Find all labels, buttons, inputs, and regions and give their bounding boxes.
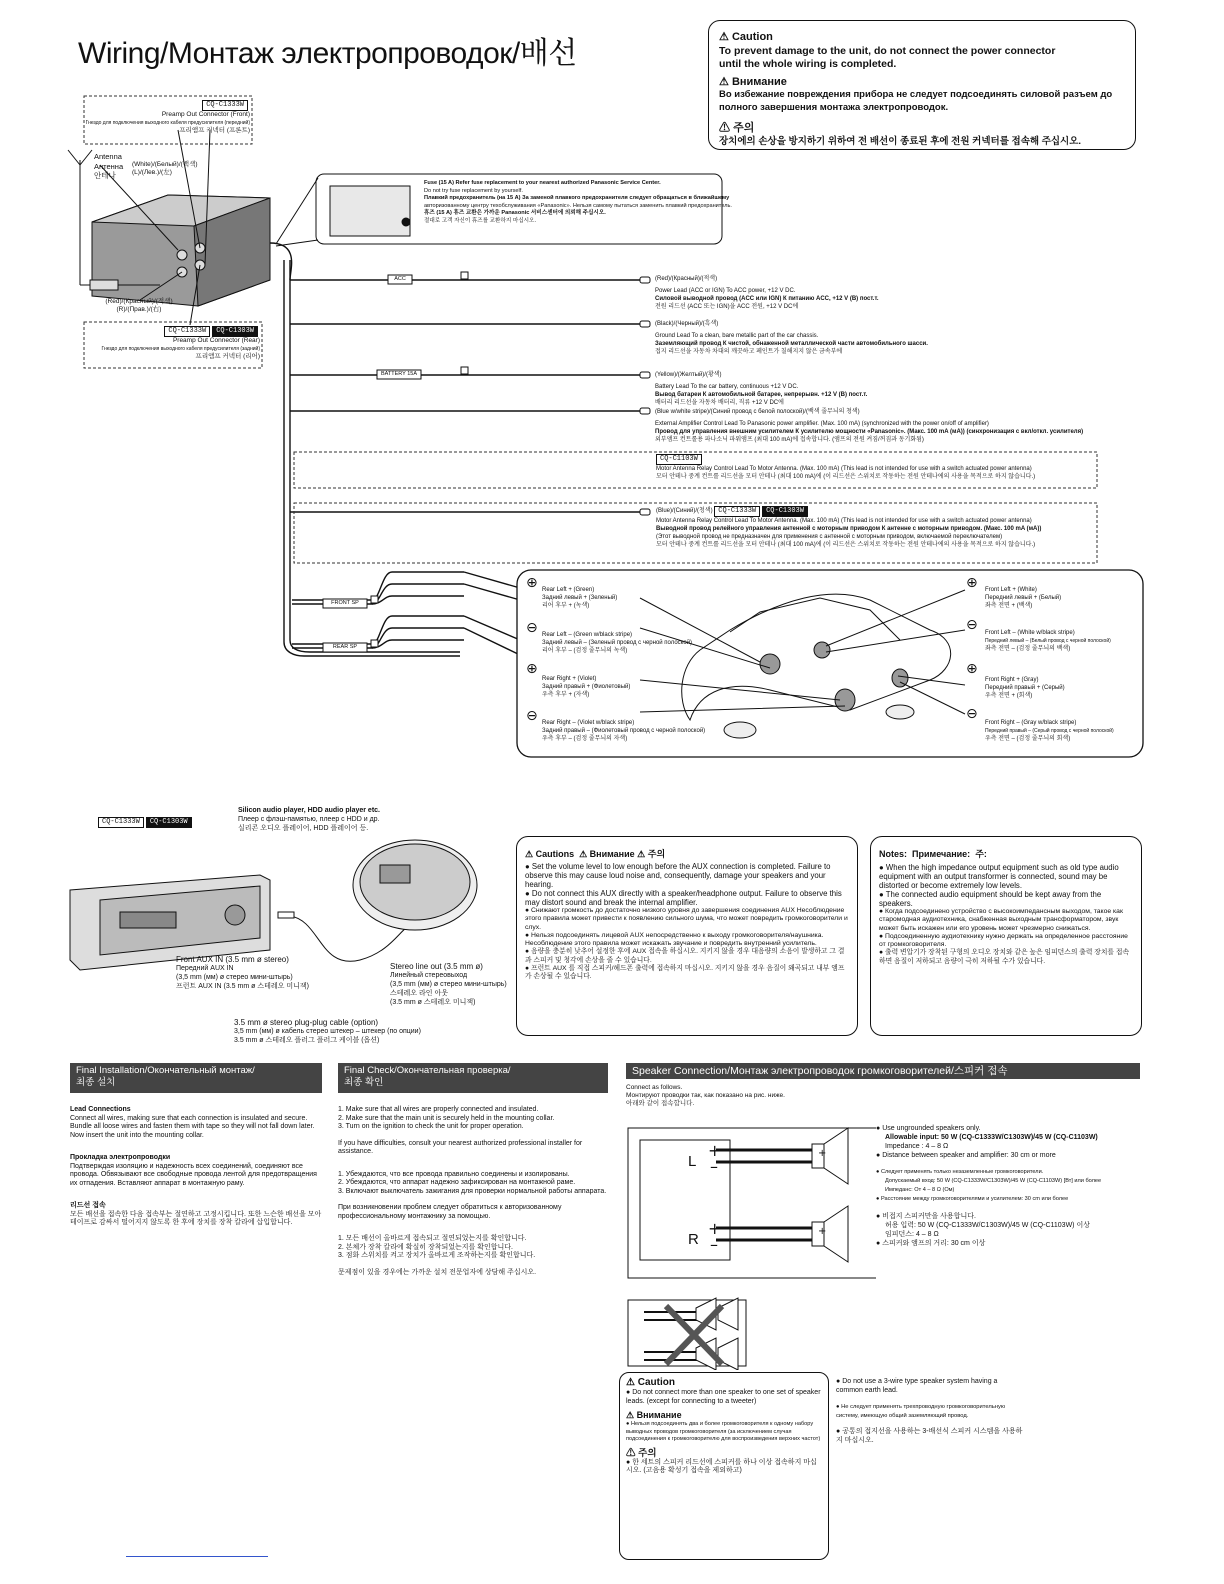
cautions-ko-head: 주의 (647, 849, 666, 859)
model-tag: CQ-C1333W (202, 100, 248, 111)
rr-minus-en: Rear Right – (Violet w/black stripe) (542, 720, 635, 726)
c1103-2: 모터 안테나 중계 컨트롤 리드선을 모터 안테나 (최대 100 mA)에 (이 리드선은 스위치로 작동하는 전원 안테나에의 사용을 목적으로 하지 않습니다.) (656, 474, 1036, 480)
line-out-ru1: Линейный стереовыход (390, 972, 468, 979)
caution-ru-text1: Во избежание повреждения прибора не следует подсоединять силовой разъем до (719, 89, 1113, 100)
rl-plus-ru: Задний левый + (Зеленый) (542, 595, 618, 601)
cb-en: ● Do not connect more than one speaker to one set of speaker leads. (except for connecting to a tweeter) (626, 1389, 822, 1406)
red-head: (Red)/(Красный)/(적색) (655, 276, 718, 282)
cb-ko-head: 주의 (638, 1447, 657, 1459)
fl-plus-en: Front Left + (White) (985, 587, 1037, 593)
rr-plus-en: Rear Right + (Violet) (542, 676, 597, 682)
front-sp-tag: FRONT SP (331, 600, 359, 606)
yellow-2: Вывод батареи К автомобильной батарее, непрерывн. +12 V (В) пост.т. (655, 392, 868, 398)
sc-ru3: Импеданс: От 4 – 8 Ω (Ом) (885, 1187, 955, 1193)
caution-en-head: Caution (731, 31, 773, 43)
caution-ko-text: 장치에의 손상을 방지하기 위하여 전 배선이 종료된 후에 전원 커넥터를 접속해 주십시오. (719, 136, 1082, 147)
fr-minus-ko: 우측 전면 – (검정 줄무늬의 회색) (985, 736, 1071, 742)
bluew-2: Провод для управления внешним усилителем К усилителю мощности «Panasonic». (Макс. 100 mA (мА)) (синхронизация с вкл/откл. усилителя) (655, 429, 1084, 435)
check-ko1: 1. 모든 배선이 올바르게 접속되고 절연되었는지를 확인합니다. (338, 1235, 527, 1242)
sc-en2: Allowable input: 50 W (CQ-C1333W/C1303W)/45 W (CQ-C1103W) (885, 1134, 1098, 1141)
cautions-ru1: ● Снижают громкость до достаточно низкого уровня до завершения соединения AUX Несоблюдение этого правила может привести к появлению сильного шума, что может повредить громкоговорители и слух. (525, 907, 849, 932)
sc-intro2: Монтируют проводки так, как показано на рис. ниже. (626, 1092, 785, 1099)
warning-icon: ⚠ (719, 31, 729, 43)
bluew-3: 외부앰프 컨트롤용 파나소닉 파워앰프 (최대 100 mA)에 접속합니다. (앰프의 전원 켜짐/꺼짐과 동기화됨) (655, 437, 924, 443)
cb-ru: ● Нельзя подсоединять два и более громкоговорителя к одному набору выводных проводов громкоговорителя (за исключением случая подсоединения к громкоговорителю для воспроизведения верхних частот) (626, 1421, 822, 1444)
fuse-l3: Плавкий предохранитель (на 15 А) За заменой плавкого предохранителя следует обращаться в ближайшему (424, 195, 730, 202)
lead-conn-ru: Подтверждая изоляцию и надежность всех соединений, соединяют все провода. Обвязывают все свободные провода лентой для предотвращения их отпадения. Вставляют аппарат в монтажную раму. (70, 1162, 317, 1187)
white-sub: (L)/(Лев.)/(左) (132, 169, 172, 176)
cautions-en-head: Cautions (535, 849, 575, 859)
cb-en-head: Caution (637, 1377, 675, 1388)
bluew-head: (Blue w/white stripe)/(Синий провод с белой полоской)/(백색 줄무늬의 청색) (655, 409, 860, 415)
svg-text:⊕: ⊕ (526, 575, 538, 591)
line-out-ko2: (3.5 mm ø 스테레오 미니잭) (390, 999, 476, 1006)
model-tag: CQ-C1333W (714, 506, 760, 517)
preamp-rear-en: Preamp Out Connector (Rear) (172, 337, 260, 344)
blue-2: Выводной провод релейного управления антенной с моторным приводом К антенне с моторным приводом. (Макс. 100 mA (мА)) (656, 526, 1042, 532)
model-tag: CQ-C1333W (98, 817, 144, 828)
page-title: Wiring/Монтаж электропроводок/배선 (78, 37, 577, 70)
lead-conn-ko: 모든 배선을 접속한 다음 접속부는 절연하고 고정시킵니다. 또한 느슨한 배선을 모아 테이프로 감싸서 떨어지지 않도록 한 후에 장치를 장착 칼라에 삽입합니다. (70, 1210, 322, 1226)
rl-minus-en: Rear Left – (Green w/black stripe) (542, 632, 633, 638)
fuse-l2: Do not try fuse replacement by yourself. (424, 187, 523, 194)
cable-en: 3.5 mm ø stereo plug-plug cable (option) (234, 1018, 379, 1027)
blue-4: 모터 안테나 중계 컨트롤 리드선을 모터 안테나 (최대 100 mA)에 (이 리드선은 스위치로 작동하는 전원 안테나에의 사용을 목적으로 하지 않습니다.) (656, 542, 1036, 548)
warning-icon: ⚠ (626, 1410, 635, 1420)
notes-box (870, 836, 1142, 1036)
check-ru2: 2. Убеждаются, что аппарат надежно зафиксирован на монтажной раме. (338, 1179, 576, 1186)
sc-en1: ● Use ungrounded speakers only. (876, 1124, 1101, 1133)
preamp-rear-ru: Гнездо для подключения выходного кабеля предусилителя (задний) (101, 346, 260, 352)
cautions-ko1: ● 음량을 충분히 낮추어 설정한 후에 AUX 접속을 하십시오. 지키지 않을 경우 대음량의 소음이 발생하고 그 결과 스피커 및 청각에 손상을 줄 수 있습니다. (525, 948, 849, 965)
svg-text:⊕: ⊕ (966, 575, 978, 591)
notes-en-head: Notes: (879, 849, 908, 859)
cb-ko: ● 한 세트의 스피커 리드선에 스피커를 하나 이상 접속하지 마십시오. (고음용 확성기 접속을 제외하고) (626, 1459, 822, 1476)
rl-minus-ko: 리어 후부 – (검정 줄무늬의 녹색) (542, 648, 628, 654)
check-en3: 3. Turn on the ignition to check the unit for proper operation. (338, 1123, 524, 1130)
sc-ko3: 임피던스: 4 – 8 Ω (885, 1231, 939, 1238)
svg-text:+: + (708, 1141, 722, 1160)
fr-minus-ru: Передний правый – (Серый провод с черной полоской) (985, 728, 1114, 734)
final-check-title: Final Check/Окончательная проверка/ (344, 1065, 511, 1076)
final-check-bar (338, 1063, 608, 1093)
black-3: 접지 리드선을 자동차 차대의 깨끗하고 페인트가 칠해지지 않은 금속부에 (655, 349, 843, 355)
cautions-ru2: ● Нельзя подсоединять лицевой AUX непосредственно к выходу громкоговорителя/наушника. Несоблюдение этого правила может искажать звучание и повредить внутренний усилитель. (525, 932, 849, 949)
acc-tag: ACC (394, 276, 406, 282)
notes-ru1: ● Когда подсоединено устройство с высокоимпедансным выходом, такое как старомодная аудиотехника, снабженная выходным трансформатором, звук может быть искажен или его уровень может чрезмерно снижаться. (879, 908, 1133, 933)
notes-ko1: ● 출력 변압기가 장착된 구형의 오디오 장치와 같은 높은 임피던스의 출력 장치를 접속하면 음질이 저하되고 음량이 극히 저하될 수가 있습니다. (879, 949, 1133, 966)
preamp-rear-ko: 프리앰프 커넥터 (리어) (195, 353, 260, 360)
blue-1: Motor Antenna Relay Control Lead To Motor Antenna. (Max. 100 mA) (This lead is not intended for use with a switch actuated power antenna) (656, 518, 1032, 524)
blue-3: (Этот выводной провод не предназначен для применения с антенной с моторным приводом, включаемой переключателем) (656, 534, 1003, 540)
battery-tag: BATTERY 15A (380, 371, 418, 377)
cable-ru: 3,5 mm (мм) ø кабель стерео штекер – штекер (по опции) (234, 1028, 421, 1035)
bluew-1: External Amplifier Control Lead To Panasonic power amplifier. (Max. 100 mA) (synchronized with the power on/off of amplifier) (655, 421, 989, 427)
cautions-en1: ● Set the volume level to low enough before the AUX connection is completed. Failure to observe this may cause loud noise and, consequently, damage your speakers and your hearing. (525, 862, 849, 889)
rr-minus-ru: Задний правый – (Фиолетовый провод с черной полоской) (542, 728, 706, 734)
fr-plus-en: Front Right + (Gray) (985, 677, 1039, 683)
caution-bottom-box (619, 1372, 829, 1560)
notes-ko-head: 주: (975, 849, 987, 859)
model-tag: CQ-C1103W (656, 454, 702, 465)
red-1: Power Lead (ACC or IGN) To ACC power, +12 V DC. (655, 288, 796, 294)
model-tag: CQ-C1303W (146, 817, 192, 828)
black-head: (Black)/(Черный)/(흑색) (655, 321, 719, 327)
black-1: Ground Lead To a clean, bare metallic part of the car chassis. (655, 333, 819, 339)
preamp-front-ko: 프리앰프 커넥터 (프론트) (179, 127, 250, 134)
fl-minus-ru: Передний левый – (Белый провод с черной полоской) (985, 638, 1111, 644)
head-unit-drawing (92, 195, 270, 306)
red-sub: (R)/(Прав.)/(右) (116, 306, 162, 313)
lead-conn-ko-head: 리드선 접속 (70, 1202, 106, 1209)
sc-ko2: 허용 입력: 50 W (CQ-C1333W/C1303W)/45 W (CQ-C1103W) 이상 (885, 1222, 1090, 1229)
player-ko: 실리콘 오디오 플레이어, HDD 플레이어 등. (238, 825, 369, 832)
svg-text:+: + (818, 1148, 827, 1159)
rl-plus-ko: 리어 후부 + (녹색) (542, 603, 590, 609)
cautions-ru-head: Внимание (589, 849, 635, 859)
check-en4: If you have difficulties, consult your nearest authorized professional installer for assistance. (338, 1139, 583, 1155)
sc-ru4: ● Расстояние между громкоговорителями и усилителем: 30 cm или более (876, 1195, 1101, 1204)
speaker-conn-bar: Speaker Connection/Монтаж электропроводок громкоговорителей/스피커 접속 (626, 1063, 1140, 1079)
check-en1: 1. Make sure that all wires are properly connected and insulated. (338, 1106, 539, 1113)
rl-minus-ru: Задний левый – (Зеленый провод с черной полоской) (542, 640, 693, 646)
fr-plus-ko: 우측 전면 + (회색) (985, 693, 1033, 699)
sc-ko4: ● 스피커와 앰프의 거리: 30 cm 이상 (876, 1239, 1101, 1248)
fr-plus-ru: Передний правый + (Серый) (985, 685, 1065, 691)
cautions-en2: ● Do not connect this AUX directly with a speaker/headphone output. Failure to observe this may distort sound and break the internal amplifier. (525, 889, 849, 907)
c1103-1: Motor Antenna Relay Control Lead To Motor Antenna. (Max. 100 mA) (This lead is not intended for use with a switch actuated power antenna) (656, 466, 1032, 472)
svg-text:+: + (708, 1219, 722, 1238)
svg-text:–: – (710, 1157, 718, 1176)
fuse-l6: 절대로 고객 자신이 휴즈를 교환하지 마십시오. (424, 217, 536, 224)
lead-conn-en: Connect all wires, making sure that each connection is insulated and secure. Bundle all loose wires and fasten them with tape so they will not fall down later. Now insert the unit into the mounting collar. (70, 1114, 315, 1139)
caution-en-text1: To prevent damage to the unit, do not connect the power connector (719, 45, 1056, 57)
line-out-en: Stereo line out (3.5 mm ø) (390, 962, 483, 971)
svg-text:⊕: ⊕ (526, 661, 538, 677)
svg-text:⊕: ⊕ (966, 661, 978, 677)
lead-conn-ru-head: Прокладка электропроводки (70, 1154, 171, 1161)
final-install-title: Final Installation/Окончательный монтаж/ (76, 1065, 255, 1076)
red-2: Силовой выводной провод (ACC или IGN) К питанию ACC, +12 V (В) пост.т. (655, 296, 879, 302)
sc-en3: Impedance : 4 – 8 Ω (885, 1143, 949, 1150)
notes-ru-head: Примечание: (912, 849, 971, 859)
check-ru1: 1. Убеждаются, что все провода правильно соединены и изолированы. (338, 1170, 570, 1178)
final-install-title-ko: 최종 설치 (76, 1077, 116, 1088)
red-label: (Red)/(Красный)/(적색) (105, 298, 173, 305)
sc-ru2: Допускаемый вход: 50 W (CQ-C1333W/C1303W)/45 W (CQ-C1103W) [Вт] или более (885, 1178, 1102, 1184)
caution-ko-head: 주의 (733, 122, 755, 134)
check-ru3: 3. Включают выключатель зажигания для проверки нормальной работы аппарата. (338, 1187, 607, 1195)
rl-plus-en: Rear Left + (Green) (542, 587, 595, 593)
white-label: (White)/(Белый)/(백색) (132, 161, 198, 168)
notes-en1: ● When the high impedance output equipment such as old type audio equipment with an output transformer is connected, sound may be distorted or become extremely low levels. (879, 863, 1133, 890)
warning-icon: ⚠ (626, 1447, 636, 1459)
fuse-l1: Fuse (15 A) Refer fuse replacement to your nearest authorized Panasonic Service Center. (424, 180, 661, 186)
sc-ru1: ● Следует применять только незаземленные громкоговорители. (876, 1168, 1101, 1177)
cable-ko: 3.5 mm ø 스테레오 플러그 플러그 케이블 (옵션) (234, 1037, 380, 1044)
check-en2: 2. Make sure that the main unit is securely held in the mounting collar. (338, 1114, 555, 1122)
sc-en4: ● Distance between speaker and amplifier: 30 cm or more (876, 1151, 1101, 1160)
preamp-front-ru: Гнездо для подключения выходного кабеля предусилителя (передний) (85, 120, 250, 126)
svg-text:⊖: ⊖ (966, 706, 978, 722)
rr-plus-ko: 우측 후부 + (자색) (542, 692, 590, 698)
fl-plus-ru: Передний левый + (Белый) (985, 595, 1062, 601)
final-check-title-ko: 최종 확인 (344, 1077, 384, 1088)
sc-intro1: Connect as follows. (626, 1084, 683, 1091)
red-3: 전원 리드선 (ACC 또는 IGN)을 ACC 전원, +12 V DC에 (655, 304, 799, 310)
fuse-l4: авторизованному центру техобслуживания «Panasonic». Нельзя самому пытаться заменить плавкий предохранитель. (424, 202, 732, 209)
cb-ru-head: Внимание (636, 1410, 682, 1420)
antenna-ru: Антенна (94, 161, 124, 171)
model-tag: CQ-C1303W (212, 326, 258, 337)
caution-ru-text2: полного завершения монтажа электропроводок. (719, 102, 949, 113)
rr-minus-ko: 우측 후부 – (검정 줄무늬의 자색) (542, 736, 628, 742)
player-ru: Плеер с флэш-памятью, плеер с HDD и др. (238, 816, 380, 823)
warning-icon: ⚠ (719, 122, 730, 134)
warning-icon: ⚠ (719, 76, 729, 88)
notes-ru2: ● Подсоединенную аудиотехнику нужно держать на определенное расстояние от громкоговорителя. (879, 933, 1133, 950)
fr-minus-en: Front Right – (Gray w/black stripe) (985, 720, 1077, 726)
speaker-label-r: R (688, 1231, 699, 1248)
fl-plus-ko: 좌측 전면 + (백색) (985, 603, 1033, 609)
check-ru4: При возникновении проблем следует обратиться к авторизованному профессиональному монтажнику за помощью. (338, 1204, 562, 1220)
sc-ko1: ● 비접지 스피커만을 사용합니다. (876, 1212, 1101, 1221)
svg-text:–: – (710, 1235, 718, 1254)
front-aux-ru1: Передний AUX IN (176, 965, 234, 972)
antenna-ko: 안테나 (94, 171, 116, 180)
rear-sp-tag: REAR SP (332, 644, 358, 650)
model-tag: CQ-C1333W (164, 326, 210, 337)
check-ko4: 문제점이 있을 경우에는 가까운 설치 전문업자에 상담해 주십시오. (338, 1268, 537, 1276)
caution-en-text2: until the whole wiring is completed. (719, 58, 897, 70)
speaker-label-l: L (688, 1153, 697, 1170)
fuse-l5: 휴즈 (15 A) 휴즈 교환은 가까운 Panasonic 서비스센터에 의뢰해 주십시오. (424, 210, 606, 217)
fl-minus-ko: 좌측 전면 – (검정 줄무늬의 백색) (985, 646, 1071, 652)
cautions-ko2: ● 프런트 AUX 를 직접 스피커/헤드폰 출력에 접속하지 마십시오. 지키지 않을 경우 음질이 왜곡되고 내부 앰프가 손상될 수 있습니다. (525, 965, 849, 982)
front-aux-ru2: (3,5 mm (мм) ø стерео мини-штырь) (176, 974, 293, 981)
svg-text:⊖: ⊖ (526, 708, 538, 724)
check-ko2: 2. 본체가 장착 칼라에 확실히 장착되었는지를 확인합니다. (338, 1243, 513, 1251)
sc-intro3: 아래와 같이 접속합니다. (626, 1100, 695, 1107)
cb-r-ko: ● 공통의 접지선을 사용하는 3-배선식 스피커 시스템을 사용하지 마십시오. (836, 1428, 1026, 1445)
front-aux-en: Front AUX IN (3.5 mm ø stereo) (176, 955, 289, 964)
bottom-link-underline (126, 1556, 268, 1557)
svg-text:+: + (818, 1226, 827, 1237)
lead-conn-en-head: Lead Connections (70, 1106, 131, 1113)
aux-cautions-box: ⚠ Cautions ⚠ Внимание ⚠ 주의 ● Set the volume level to low enough before the AUX connection is completed. Failure to observe this may cause loud noise and, consequently, damage your speakers and your hearing. ● Do not connect this AUX directly with a speaker/headphone output. Failure to observe this may distort sound and break the internal amplifier. ● Снижают громкость до достаточно низкого уровня до завершения соединения AUX Несоблюдение этого правила может привести к появлению сильного шума, что может повредить громкоговорители и слух. ● Нельзя подсоединять лицевой AUX непосредственно к выходу громкоговорителя/наушника. Несоблюдение этого правила может искажать звучание и повредить внутренний усилитель. ● 음량을 충분히 낮추어 설정한 후에 AUX 접속을 하십시오. 지키지 않을 경우 대음량의 소음이 발생하고 그 결과 스피커 및 청각에 손상을 줄 수 있습니다. ● 프런트 AUX 를 직접 스피커/헤드폰 출력에 접속하지 마십시오. 지키지 않을 경우 음질이 왜곡되고 내부 앰프가 손상될 수 있습니다. (516, 836, 858, 1036)
antenna-en: Antenna (94, 152, 122, 161)
yellow-1: Battery Lead To the car battery, continuous +12 V DC. (655, 384, 799, 390)
rr-plus-ru: Задний правый + (Фиолетовый) (542, 684, 631, 690)
svg-text:⊖: ⊖ (526, 620, 538, 636)
final-install-bar (70, 1063, 322, 1093)
caution-ru-head: Внимание (731, 76, 787, 88)
line-out-ru2: (3,5 mm (мм) ø стерео мини-штырь) (390, 981, 507, 988)
preamp-front-en: Preamp Out Connector (Front) (161, 111, 250, 118)
check-ko3: 3. 점화 스위치를 켜고 장치가 올바르게 조작하는지를 확인합니다. (338, 1252, 536, 1259)
black-2: Заземляющий провод К чистой, обнаженной металлической части автомобильного шасси. (655, 341, 928, 347)
warning-icon: ⚠ (626, 1377, 635, 1388)
model-tag: CQ-C1303W (762, 506, 808, 517)
player-en: Silicon audio player, HDD audio player etc. (238, 807, 380, 814)
front-aux-ko: 프런트 AUX IN (3.5 mm ø 스테레오 미니잭) (176, 983, 309, 990)
cb-r-ru: ● Не следует применять трехпроводную громкоговорительную систему, имеющую общий заземляющий провод. (836, 1403, 1026, 1420)
notes-en2: ● The connected audio equipment should be kept away from the speakers. (879, 890, 1133, 908)
svg-text:⊖: ⊖ (966, 617, 978, 633)
yellow-head: (Yellow)/(Желтый)/(황색) (655, 372, 722, 378)
speaker-connection-diagram (626, 1120, 876, 1370)
cb-r-en: ● Do not use a 3-wire type speaker system having a common earth lead. (836, 1378, 1026, 1395)
yellow-3: 배터리 리드선을 자동차 배터리, 직류 +12 V DC에 (655, 400, 784, 406)
fl-minus-en: Front Left – (White w/black stripe) (985, 630, 1075, 636)
blue-head: (Blue)/(Синий)/(청색) (656, 508, 713, 514)
line-out-ko1: 스테레오 라인 아웃 (390, 990, 448, 997)
